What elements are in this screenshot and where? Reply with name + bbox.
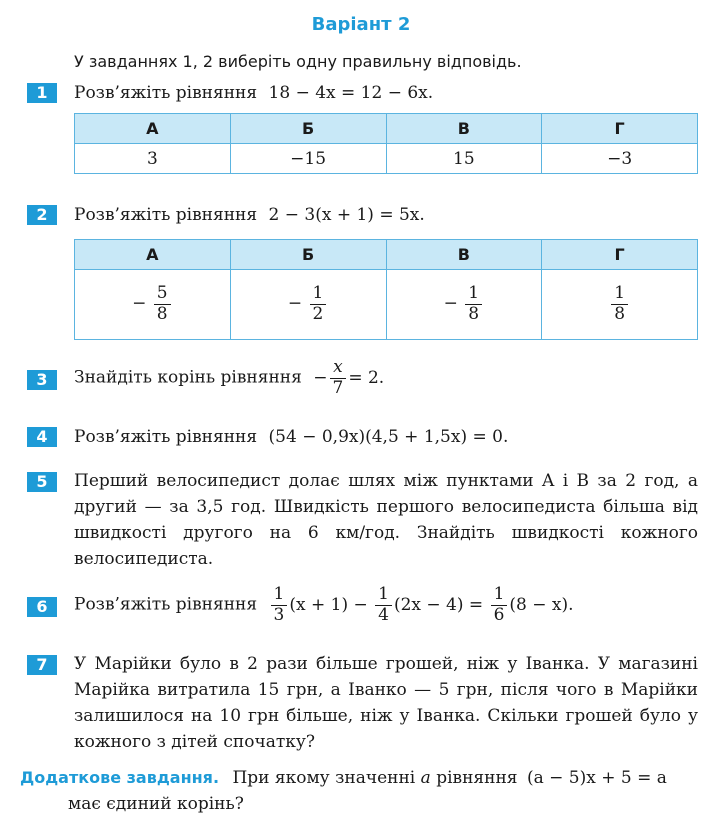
extra-text-before: При якому значенні — [232, 768, 416, 788]
task-4-label: Розв’яжіть рівняння — [74, 427, 258, 447]
extra-task — [20, 765, 710, 817]
option-header-g: Г — [542, 240, 698, 270]
task-number-1: 1 — [27, 83, 57, 103]
option-value: 15 — [386, 144, 542, 174]
task-2-label: Розв’яжіть рівняння — [74, 205, 258, 225]
fraction — [154, 284, 171, 324]
extra-text-after: має єдиний корінь? — [68, 794, 244, 814]
fraction — [310, 284, 327, 324]
task-number-7: 7 — [27, 655, 57, 675]
task-5-text: Перший велосипедист долає шлях між пунктами A і B за 2 год, а другий — за 3,5 год. Швидкість першого велосипедиста більша від швидкості другого на 6 км/год. Знайдіть швидкості кожного велосипедиста. — [74, 471, 698, 569]
fraction — [465, 284, 482, 324]
task-1-options-table — [74, 113, 698, 174]
option-value: −15 — [230, 144, 386, 174]
extra-task-title: Додаткове завдання. — [20, 768, 220, 787]
option-header-b: Б — [230, 240, 386, 270]
equation-rest: = 2. — [348, 367, 385, 388]
fraction-sign: − — [287, 294, 303, 314]
fraction-sign: − — [313, 367, 328, 388]
task-6-label: Розв’яжіть рівняння — [74, 594, 258, 615]
task-1-label: Розв’яжіть рівняння — [74, 83, 258, 103]
numerator: 1 — [468, 283, 480, 304]
task-2-options-table — [74, 239, 698, 340]
task-1-equation: 18 − 4x = 12 − 6x. — [268, 83, 434, 103]
task-number-2: 2 — [27, 205, 57, 225]
denominator: 2 — [310, 304, 327, 325]
numerator: 1 — [312, 283, 324, 304]
task-3-equation — [313, 357, 385, 398]
extra-text-mid: рівняння — [436, 768, 518, 788]
option-header-a: А — [75, 240, 231, 270]
option-header-a: А — [75, 114, 231, 144]
fraction — [271, 585, 288, 625]
equation-part: (x + 1) − — [289, 594, 368, 615]
numerator: 1 — [273, 584, 285, 604]
variant-title: Варіант 2 — [311, 14, 411, 35]
instructions: У завданнях 1, 2 виберіть одну правильну відповідь. — [74, 52, 522, 71]
equation-part: (8 − x). — [509, 594, 574, 615]
numerator: 5 — [156, 283, 168, 304]
fraction — [330, 358, 347, 398]
option-value — [75, 270, 231, 340]
extra-variable: a — [420, 768, 431, 788]
numerator: 1 — [378, 584, 389, 604]
fraction — [611, 284, 628, 324]
option-header-v: В — [386, 240, 542, 270]
extra-equation: (a − 5)x + 5 = a — [526, 768, 667, 788]
task-number-5: 5 — [27, 472, 57, 492]
option-header-v: В — [386, 114, 542, 144]
task-number-3: 3 — [27, 370, 57, 390]
denominator: 4 — [375, 605, 392, 626]
numerator: x — [333, 357, 343, 377]
fraction — [375, 585, 392, 625]
option-value — [230, 270, 386, 340]
task-number-4: 4 — [27, 427, 57, 447]
task-4-equation: (54 − 0,9x)(4,5 + 1,5x) = 0. — [268, 427, 509, 447]
numerator: 1 — [614, 283, 626, 304]
option-value — [386, 270, 542, 340]
denominator: 7 — [330, 378, 347, 399]
option-header-g: Г — [542, 114, 698, 144]
task-3-label: Знайдіть корінь рівняння — [74, 367, 302, 388]
fraction — [491, 585, 508, 625]
numerator: 1 — [493, 584, 505, 604]
task-number-6: 6 — [27, 597, 57, 617]
denominator: 3 — [271, 605, 288, 626]
task-6-equation — [269, 584, 574, 625]
task-1 — [74, 80, 704, 106]
task-7-text: У Марійки було в 2 рази більше грошей, ніж у Іванка. У магазині Марійка витратила 15 грн, а Іванко — 5 грн, після чого в Марійки залишилося на 10 грн більше, ніж у Іванка. Скільки грошей було у кожного з дітей спочатку? — [74, 654, 698, 752]
task-4 — [74, 424, 704, 450]
denominator: 6 — [491, 605, 508, 626]
denominator: 8 — [465, 304, 482, 325]
task-2-equation: 2 − 3(x + 1) = 5x. — [268, 205, 425, 225]
option-value: −3 — [542, 144, 698, 174]
equation-part: (2x − 4) = — [393, 594, 484, 615]
fraction-sign: − — [443, 294, 458, 314]
denominator: 8 — [611, 304, 628, 325]
option-value — [542, 270, 698, 340]
fraction-sign: − — [132, 294, 147, 314]
option-header-b: Б — [230, 114, 386, 144]
task-3 — [74, 358, 704, 398]
option-value: 3 — [75, 144, 231, 174]
task-6 — [74, 585, 704, 625]
task-2 — [74, 202, 704, 228]
denominator: 8 — [154, 304, 171, 325]
